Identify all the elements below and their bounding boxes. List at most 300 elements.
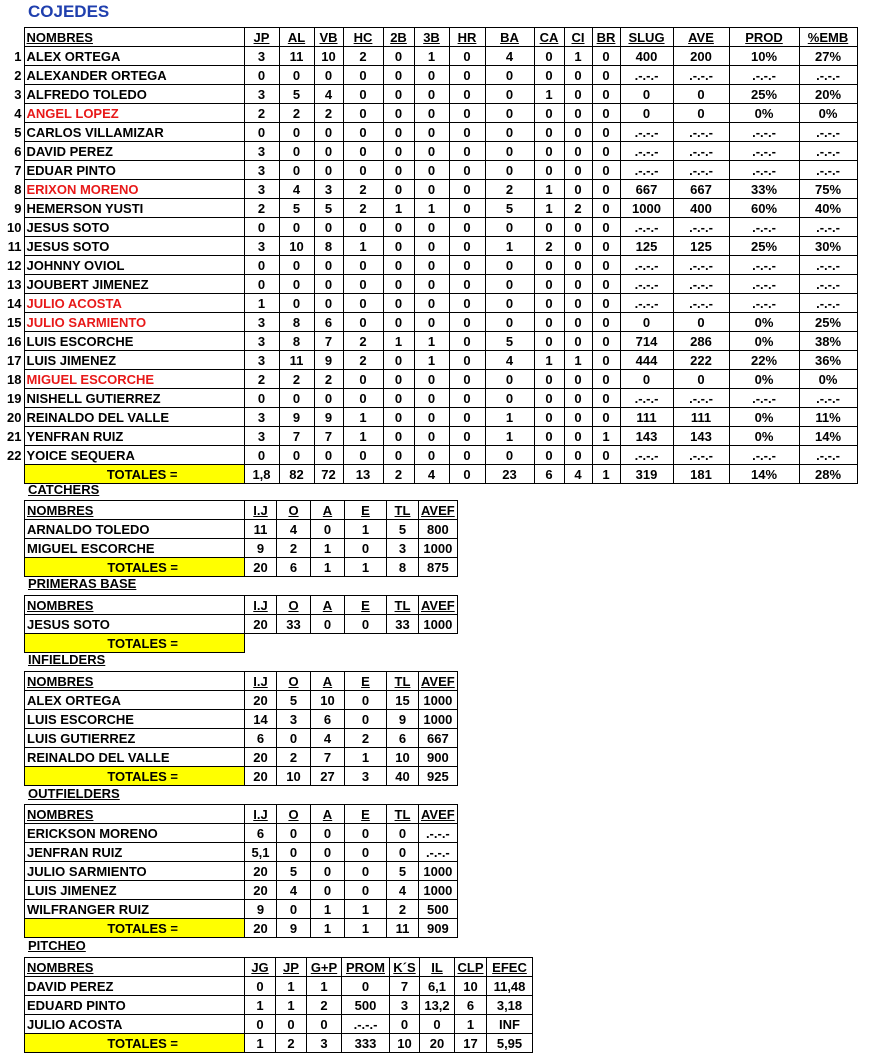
catchers-header-cell: A bbox=[311, 501, 345, 520]
stat-cell: 0 bbox=[383, 275, 414, 294]
stat-cell: 0 bbox=[485, 123, 534, 142]
pitcheo-row bbox=[25, 1015, 533, 1034]
stat-cell: 38% bbox=[799, 332, 857, 351]
stat-cell: 2 bbox=[244, 370, 279, 389]
stat-cell: 0 bbox=[277, 843, 311, 862]
catchers-totals-row bbox=[25, 558, 458, 577]
stat-cell: .-.-.- bbox=[799, 389, 857, 408]
stat-cell: 0% bbox=[729, 104, 799, 123]
stat-cell: 0 bbox=[414, 237, 449, 256]
stat-cell: 0 bbox=[383, 351, 414, 370]
stat-cell: 800 bbox=[419, 520, 458, 539]
stat-cell: 0 bbox=[592, 313, 620, 332]
totals-label: TOTALES = bbox=[25, 634, 245, 653]
catchers-table bbox=[24, 500, 458, 577]
player-name: JULIO ACOSTA bbox=[25, 1015, 245, 1034]
stat-cell: 1 bbox=[485, 427, 534, 446]
stat-cell: 0 bbox=[449, 85, 485, 104]
total-cell: 2 bbox=[383, 465, 414, 484]
stat-cell: 0 bbox=[314, 294, 343, 313]
totals-label: TOTALES = bbox=[25, 919, 245, 938]
row-number: 18 bbox=[7, 371, 22, 387]
stat-cell: 0 bbox=[279, 389, 314, 408]
batting-header-cell: JP bbox=[244, 28, 279, 47]
player-row bbox=[0, 256, 857, 275]
stat-cell: 0 bbox=[620, 85, 673, 104]
stat-cell: 4 bbox=[277, 520, 311, 539]
stat-cell: 0 bbox=[449, 351, 485, 370]
player-name: EDUAR PINTO bbox=[24, 161, 244, 180]
player-row bbox=[0, 104, 857, 123]
stat-cell: 0 bbox=[592, 199, 620, 218]
stat-cell: 0 bbox=[534, 275, 564, 294]
stat-cell: 1000 bbox=[419, 615, 458, 634]
row-number: 16 bbox=[7, 333, 22, 349]
stat-cell: 200 bbox=[673, 47, 729, 66]
stat-cell: 0 bbox=[383, 180, 414, 199]
stat-cell: 4 bbox=[485, 47, 534, 66]
stat-cell: 0 bbox=[311, 520, 345, 539]
stat-cell: 0 bbox=[564, 332, 592, 351]
primeras-header-cell: AVEF bbox=[419, 596, 458, 615]
stat-cell: 0 bbox=[383, 427, 414, 446]
catchers-header-cell: E bbox=[345, 501, 387, 520]
player-row bbox=[0, 408, 857, 427]
stat-cell: 900 bbox=[419, 748, 458, 767]
stat-cell: 0 bbox=[449, 199, 485, 218]
stat-cell: 0 bbox=[414, 408, 449, 427]
stat-cell: 5,1 bbox=[245, 843, 277, 862]
pitcheo-row bbox=[25, 996, 533, 1015]
stat-cell: 0 bbox=[534, 142, 564, 161]
infielders-row bbox=[25, 748, 458, 767]
total-cell: 82 bbox=[279, 465, 314, 484]
stat-cell: 0 bbox=[343, 275, 383, 294]
stat-cell: 10 bbox=[279, 237, 314, 256]
stat-cell: 0 bbox=[414, 180, 449, 199]
player-name: HEMERSON YUSTI bbox=[24, 199, 244, 218]
outfielders-row bbox=[25, 824, 458, 843]
stat-cell: 0 bbox=[449, 389, 485, 408]
stat-cell: 0 bbox=[485, 256, 534, 275]
stat-cell: 1 bbox=[345, 900, 387, 919]
stat-cell: 0 bbox=[277, 729, 311, 748]
stat-cell: 3 bbox=[244, 142, 279, 161]
row-number: 8 bbox=[14, 181, 22, 197]
stat-cell: 0 bbox=[449, 123, 485, 142]
pitcheo-header-cell: EFEC bbox=[487, 958, 533, 977]
stat-cell: 25% bbox=[729, 237, 799, 256]
stat-cell: 0 bbox=[345, 843, 387, 862]
stat-cell: 0 bbox=[592, 351, 620, 370]
stat-cell: 7 bbox=[314, 427, 343, 446]
stat-cell: 0 bbox=[279, 275, 314, 294]
stat-cell: 0 bbox=[534, 66, 564, 85]
stat-cell: 15 bbox=[387, 691, 419, 710]
pitcheo-table bbox=[24, 957, 533, 1053]
player-name: LUIS JIMENEZ bbox=[25, 881, 245, 900]
stat-cell: 3 bbox=[244, 47, 279, 66]
pitcheo-header-cell: JP bbox=[276, 958, 307, 977]
stat-cell: 0 bbox=[383, 104, 414, 123]
stat-cell: 3 bbox=[244, 85, 279, 104]
stat-cell: 10 bbox=[387, 748, 419, 767]
infielders-row bbox=[25, 710, 458, 729]
stat-cell: 20% bbox=[799, 85, 857, 104]
stat-cell: 1 bbox=[564, 47, 592, 66]
stat-cell: 1 bbox=[383, 199, 414, 218]
stat-cell: 0 bbox=[534, 313, 564, 332]
batting-totals-row bbox=[0, 465, 857, 484]
stat-cell: 222 bbox=[673, 351, 729, 370]
infielders-table bbox=[24, 671, 458, 786]
pitcheo-header-cell: G+P bbox=[307, 958, 342, 977]
stat-cell: .-.-.- bbox=[799, 218, 857, 237]
stat-cell: 2 bbox=[343, 180, 383, 199]
stat-cell: 2 bbox=[244, 199, 279, 218]
row-number: 14 bbox=[7, 295, 22, 311]
stat-cell: 5 bbox=[277, 691, 311, 710]
stat-cell: 0 bbox=[485, 446, 534, 465]
stat-cell: 0 bbox=[485, 161, 534, 180]
primeras-totals-row bbox=[25, 634, 458, 653]
batting-header-cell: PROD bbox=[729, 28, 799, 47]
total-cell: 20 bbox=[420, 1034, 455, 1053]
stat-cell: 1000 bbox=[419, 710, 458, 729]
player-name: EDUARD PINTO bbox=[25, 996, 245, 1015]
stat-cell: 0 bbox=[485, 294, 534, 313]
stat-cell: 11 bbox=[279, 351, 314, 370]
pitcheo-header-cell: NOMBRES bbox=[25, 958, 245, 977]
stat-cell: 0 bbox=[343, 446, 383, 465]
stat-cell: .-.-.- bbox=[620, 66, 673, 85]
player-name: JENFRAN RUIZ bbox=[25, 843, 245, 862]
player-name: JULIO SARMIENTO bbox=[25, 862, 245, 881]
totals-label: TOTALES = bbox=[25, 558, 245, 577]
stat-cell: 0 bbox=[383, 370, 414, 389]
player-name: JESUS SOTO bbox=[24, 218, 244, 237]
stat-cell: 5 bbox=[279, 85, 314, 104]
stat-cell: 667 bbox=[673, 180, 729, 199]
primeras-header-cell: NOMBRES bbox=[25, 596, 245, 615]
stat-cell: 111 bbox=[620, 408, 673, 427]
stat-cell: .-.-.- bbox=[729, 446, 799, 465]
infielders-header-cell: I.J bbox=[245, 672, 277, 691]
stat-cell: 1 bbox=[311, 539, 345, 558]
stat-cell: 1 bbox=[414, 199, 449, 218]
stat-cell: 0 bbox=[592, 446, 620, 465]
stat-cell: 0 bbox=[414, 275, 449, 294]
team-title: COJEDES bbox=[28, 2, 110, 21]
stat-cell: 2 bbox=[307, 996, 342, 1015]
batting-header-cell: 3B bbox=[414, 28, 449, 47]
player-name: JOHNNY OVIOL bbox=[24, 256, 244, 275]
stat-cell: 20 bbox=[245, 748, 277, 767]
stat-cell: 0 bbox=[383, 218, 414, 237]
stat-cell: 0 bbox=[279, 123, 314, 142]
stat-cell: 0 bbox=[449, 427, 485, 446]
stat-cell: 1000 bbox=[419, 691, 458, 710]
stat-cell: 0 bbox=[383, 313, 414, 332]
player-name: ALFREDO TOLEDO bbox=[24, 85, 244, 104]
stat-cell: 1 bbox=[276, 977, 307, 996]
row-number: 19 bbox=[7, 390, 22, 406]
stat-cell: 0 bbox=[383, 256, 414, 275]
stat-cell: 0 bbox=[620, 104, 673, 123]
catchers-header-cell: NOMBRES bbox=[25, 501, 245, 520]
stat-cell: 0 bbox=[345, 615, 387, 634]
stat-cell: 2 bbox=[277, 748, 311, 767]
stat-cell: 0 bbox=[311, 824, 345, 843]
total-cell: 13 bbox=[343, 465, 383, 484]
pitcheo-header-row bbox=[25, 958, 533, 977]
player-row bbox=[0, 332, 857, 351]
stat-cell: 0 bbox=[343, 104, 383, 123]
stat-cell: 10% bbox=[729, 47, 799, 66]
total-cell: 27 bbox=[311, 767, 345, 786]
player-name: JESUS SOTO bbox=[24, 237, 244, 256]
total-cell: 1 bbox=[345, 919, 387, 938]
batting-header-cell: NOMBRES bbox=[24, 28, 244, 47]
total-cell: 2 bbox=[276, 1034, 307, 1053]
stat-cell: .-.-.- bbox=[673, 123, 729, 142]
player-row bbox=[0, 370, 857, 389]
stat-cell: .-.-.- bbox=[799, 256, 857, 275]
stat-cell: 0 bbox=[449, 332, 485, 351]
player-name: WILFRANGER RUIZ bbox=[25, 900, 245, 919]
stat-cell: 22% bbox=[729, 351, 799, 370]
batting-table bbox=[0, 27, 858, 484]
stat-cell: 0 bbox=[673, 370, 729, 389]
player-name: DAVID PEREZ bbox=[24, 142, 244, 161]
player-name: CARLOS VILLAMIZAR bbox=[24, 123, 244, 142]
stat-cell: 0 bbox=[534, 427, 564, 446]
totals-label: TOTALES = bbox=[25, 1034, 245, 1053]
stat-cell: .-.-.- bbox=[419, 843, 458, 862]
stat-cell: 0 bbox=[383, 85, 414, 104]
stat-cell: 27% bbox=[799, 47, 857, 66]
stat-cell: 0 bbox=[279, 161, 314, 180]
stat-cell: 1 bbox=[414, 332, 449, 351]
outfielders-row bbox=[25, 900, 458, 919]
stat-cell: 5 bbox=[485, 199, 534, 218]
stat-cell: 14% bbox=[799, 427, 857, 446]
stat-cell: .-.-.- bbox=[620, 446, 673, 465]
row-number: 15 bbox=[7, 314, 22, 330]
stat-cell: .-.-.- bbox=[620, 123, 673, 142]
player-row bbox=[0, 389, 857, 408]
infielders-header-cell: TL bbox=[387, 672, 419, 691]
stat-cell: 0% bbox=[729, 370, 799, 389]
stat-cell: 0 bbox=[592, 256, 620, 275]
stat-cell: 3,18 bbox=[487, 996, 533, 1015]
stat-cell: 0 bbox=[534, 161, 564, 180]
batting-header-cell: HC bbox=[343, 28, 383, 47]
stat-cell: 9 bbox=[245, 900, 277, 919]
stat-cell: 0 bbox=[279, 446, 314, 465]
stat-cell: .-.-.- bbox=[729, 389, 799, 408]
player-row bbox=[0, 47, 857, 66]
stat-cell: 2 bbox=[343, 47, 383, 66]
stat-cell: 0 bbox=[414, 66, 449, 85]
stat-cell: 2 bbox=[244, 104, 279, 123]
stat-cell: 0 bbox=[383, 294, 414, 313]
stat-cell: 1 bbox=[592, 427, 620, 446]
stat-cell: 5 bbox=[387, 520, 419, 539]
stat-cell: 0 bbox=[314, 218, 343, 237]
stat-cell: 0 bbox=[314, 446, 343, 465]
stat-cell: 0 bbox=[245, 1015, 276, 1034]
stat-cell: 25% bbox=[799, 313, 857, 332]
stat-cell: 0 bbox=[414, 446, 449, 465]
stat-cell: 4 bbox=[314, 85, 343, 104]
stat-cell: .-.-.- bbox=[799, 123, 857, 142]
stat-cell: 0 bbox=[485, 66, 534, 85]
stat-cell: 3 bbox=[244, 351, 279, 370]
infielders-header-cell: AVEF bbox=[419, 672, 458, 691]
stat-cell: 0 bbox=[564, 142, 592, 161]
player-name: ERIXON MORENO bbox=[24, 180, 244, 199]
stat-cell: 0 bbox=[277, 824, 311, 843]
batting-header-cell: %EMB bbox=[799, 28, 857, 47]
total-cell: 4 bbox=[414, 465, 449, 484]
stat-cell: 0 bbox=[342, 977, 390, 996]
stat-cell: 0 bbox=[345, 824, 387, 843]
stat-cell: 0 bbox=[414, 161, 449, 180]
stat-cell: 1 bbox=[534, 351, 564, 370]
stat-cell: 0 bbox=[564, 389, 592, 408]
stat-cell: 0 bbox=[534, 446, 564, 465]
stat-cell: 3 bbox=[244, 332, 279, 351]
stat-cell: 4 bbox=[485, 351, 534, 370]
stat-cell: 0 bbox=[564, 123, 592, 142]
total-cell: 1 bbox=[311, 919, 345, 938]
stat-cell: .-.-.- bbox=[799, 446, 857, 465]
primeras-header-row bbox=[25, 596, 458, 615]
row-number-header bbox=[0, 28, 24, 47]
stat-cell: 1 bbox=[343, 408, 383, 427]
stat-cell: 2 bbox=[564, 199, 592, 218]
stat-cell: 0 bbox=[345, 539, 387, 558]
primeras-header-cell: O bbox=[277, 596, 311, 615]
catchers-header-cell: I.J bbox=[245, 501, 277, 520]
stat-cell: 0 bbox=[534, 104, 564, 123]
pitcheo-header-cell: K´S bbox=[390, 958, 420, 977]
stat-cell: 7 bbox=[314, 332, 343, 351]
stat-cell: 0 bbox=[534, 123, 564, 142]
batting-header-cell: AL bbox=[279, 28, 314, 47]
stat-cell: 0 bbox=[414, 142, 449, 161]
stat-cell: 2 bbox=[314, 370, 343, 389]
stat-cell: 0 bbox=[414, 370, 449, 389]
player-name: ALEXANDER ORTEGA bbox=[24, 66, 244, 85]
stat-cell: 0 bbox=[279, 142, 314, 161]
stat-cell: 0 bbox=[592, 332, 620, 351]
player-name: LUIS JIMENEZ bbox=[24, 351, 244, 370]
total-cell: 909 bbox=[419, 919, 458, 938]
batting-header-row bbox=[0, 28, 857, 47]
stat-cell: 1000 bbox=[419, 862, 458, 881]
row-number: 1 bbox=[14, 48, 22, 64]
batting-header-cell: VB bbox=[314, 28, 343, 47]
row-number: 17 bbox=[7, 352, 22, 368]
row-number: 3 bbox=[14, 86, 22, 102]
total-cell: 3 bbox=[345, 767, 387, 786]
stat-cell: .-.-.- bbox=[620, 256, 673, 275]
stat-cell: 0 bbox=[276, 1015, 307, 1034]
stat-cell: 0 bbox=[343, 313, 383, 332]
total-cell: 72 bbox=[314, 465, 343, 484]
stat-cell: 0 bbox=[564, 256, 592, 275]
stat-cell: .-.-.- bbox=[729, 66, 799, 85]
stat-cell: 0 bbox=[485, 389, 534, 408]
stat-cell: 667 bbox=[620, 180, 673, 199]
stat-cell: 5 bbox=[277, 862, 311, 881]
stat-cell: 9 bbox=[387, 710, 419, 729]
outfielders-header-cell: TL bbox=[387, 805, 419, 824]
stat-cell: 0 bbox=[383, 47, 414, 66]
player-name: JESUS SOTO bbox=[25, 615, 245, 634]
total-cell: 5,95 bbox=[487, 1034, 533, 1053]
catchers-row bbox=[25, 539, 458, 558]
stat-cell: 0 bbox=[244, 275, 279, 294]
player-name: JULIO ACOSTA bbox=[24, 294, 244, 313]
stat-cell: 0 bbox=[449, 408, 485, 427]
player-name: DAVID PEREZ bbox=[25, 977, 245, 996]
stat-cell: 33% bbox=[729, 180, 799, 199]
stat-cell: 0 bbox=[564, 294, 592, 313]
stat-cell: .-.-.- bbox=[799, 294, 857, 313]
catchers-row bbox=[25, 520, 458, 539]
stat-cell: 6,1 bbox=[420, 977, 455, 996]
stat-cell: 11 bbox=[245, 520, 277, 539]
stat-cell: 3 bbox=[244, 408, 279, 427]
batting-header-cell: 2B bbox=[383, 28, 414, 47]
stat-cell: 0 bbox=[279, 66, 314, 85]
stat-cell: .-.-.- bbox=[673, 275, 729, 294]
totals-label: TOTALES = bbox=[25, 767, 245, 786]
stat-cell: 2 bbox=[343, 351, 383, 370]
player-name: REINALDO DEL VALLE bbox=[25, 748, 245, 767]
stat-cell: 13,2 bbox=[420, 996, 455, 1015]
stat-cell: 0 bbox=[343, 123, 383, 142]
stat-cell: 10 bbox=[455, 977, 487, 996]
stat-cell: 2 bbox=[485, 180, 534, 199]
stat-cell: .-.-.- bbox=[729, 275, 799, 294]
outfielders-totals-row bbox=[25, 919, 458, 938]
stat-cell: .-.-.- bbox=[673, 389, 729, 408]
outfielders-title: OUTFIELDERS bbox=[28, 786, 120, 801]
stat-cell: 1000 bbox=[419, 881, 458, 900]
total-cell: 17 bbox=[455, 1034, 487, 1053]
row-number: 4 bbox=[14, 105, 22, 121]
stat-cell: 0 bbox=[414, 104, 449, 123]
stat-cell: 0 bbox=[244, 389, 279, 408]
stat-cell: 4 bbox=[279, 180, 314, 199]
outfielders-row bbox=[25, 843, 458, 862]
stat-cell: 1 bbox=[534, 85, 564, 104]
stat-cell: 5 bbox=[314, 199, 343, 218]
infielders-header-cell: A bbox=[311, 672, 345, 691]
stat-cell: 0 bbox=[314, 161, 343, 180]
stat-cell: 0 bbox=[592, 66, 620, 85]
stat-cell: .-.-.- bbox=[620, 142, 673, 161]
stat-cell: 1000 bbox=[620, 199, 673, 218]
stat-cell: 3 bbox=[314, 180, 343, 199]
stat-cell: 3 bbox=[387, 539, 419, 558]
outfielders-header-cell: O bbox=[277, 805, 311, 824]
stat-cell: .-.-.- bbox=[729, 294, 799, 313]
